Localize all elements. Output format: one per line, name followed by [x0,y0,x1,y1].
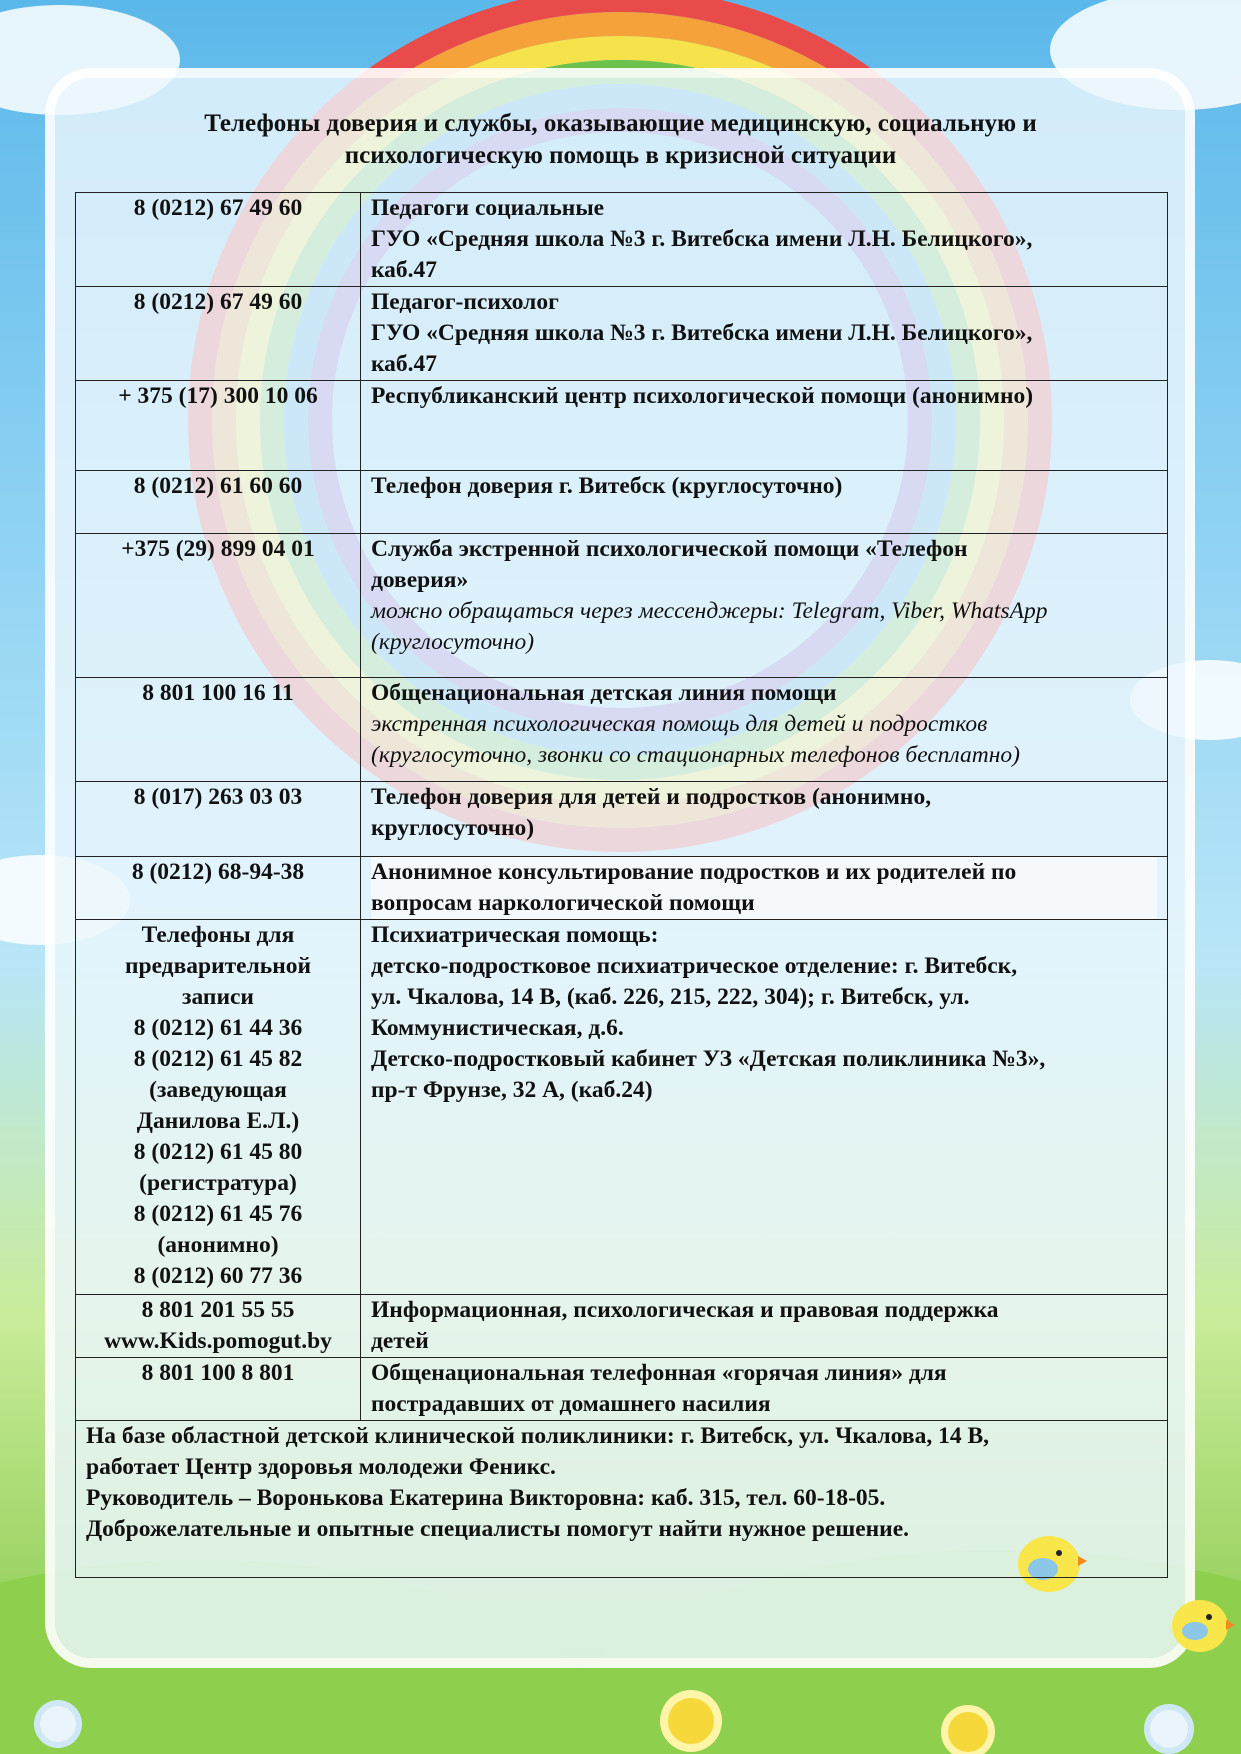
phone-number: 8 (0212) 67 49 60 [76,193,361,287]
service-description: Республиканский центр психологической помощи (анонимно) [361,381,1168,471]
title-line-2: психологическую помощь в кризисной ситуации [344,142,897,169]
phone-number: + 375 (17) 300 10 06 [76,381,361,471]
table-row [76,857,1168,920]
service-description: Педагог-психолог ГУО «Средняя школа №3 г. Витебска имени Л.Н. Белицкого», каб.47 [361,287,1168,381]
phone-number: +375 (29) 899 04 01 [76,534,361,678]
table-row [76,920,1168,1295]
table-row [76,471,1168,534]
service-description: Анонимное консультирование подростков и их родителей по вопросам наркологической помощи [361,857,1168,920]
phone-number: 8 (0212) 67 49 60 [76,287,361,381]
service-description: Общенациональная телефонная «горячая линия» для пострадавших от домашнего насилия [361,1358,1168,1421]
service-description: Телефон доверия для детей и подростков (анонимно, круглосуточно) [361,782,1168,857]
flower-icon [40,1706,76,1742]
service-description: Педагоги социальные ГУО «Средняя школа №3 г. Витебска имени Л.Н. Белицкого», каб.47 [361,193,1168,287]
table-row [76,782,1168,857]
phone-number: 8 (0212) 68-94-38 [76,857,361,920]
table-row [76,193,1168,287]
page-title [75,108,1166,172]
service-description: Психиатрическая помощь: детско-подростковое психиатрическое отделение: г. Витебск, ул. Чкалова, 14 В, (каб. 226, 215, 222, 304); г. Витебск, ул. Коммунистическая, д.6. Детско-подростковый кабинет УЗ «Детская поликлиника №3», пр-т Фрунзе, 32 А, (каб.24) [361,920,1168,1295]
phone-number: 8 (017) 263 03 03 [76,782,361,857]
footer-row [76,1421,1168,1578]
footer-note: На базе областной детской клинической поликлиники: г. Витебск, ул. Чкалова, 14 В, работает Центр здоровья молодежи Феникс. Руководитель – Воронькова Екатерина Викторовна: каб. 315, тел. 60-18-05. Доброжелательные и опытные специалисты помогут найти нужное решение. [76,1421,1168,1578]
helplines-table [75,192,1168,1578]
table-row [76,1295,1168,1358]
phone-and-website: 8 801 201 55 55 www.Kids.pomogut.by [76,1295,361,1358]
phone-number-list: Телефоны для предварительной записи 8 (0212) 61 44 36 8 (0212) 61 45 82 (заведующая Данилова Е.Л.) 8 (0212) 61 45 80 (регистратура) 8 (0212) 61 45 76 (анонимно) 8 (0212) 60 77 36 [76,920,361,1295]
chick-illustration [1166,1588,1236,1658]
flower-icon [1150,1710,1188,1748]
flower-icon [948,1712,988,1752]
website-link[interactable]: www.Kids.pomogut.by [104,1328,332,1354]
table-row [76,534,1168,678]
service-description: Информационная, психологическая и правовая поддержка детей [361,1295,1168,1358]
phone-number: 8 (0212) 61 60 60 [76,471,361,534]
phone-number: 8 801 100 8 801 [76,1358,361,1421]
flower-icon [668,1698,714,1744]
title-line-1: Телефоны доверия и службы, оказывающие медицинскую, социальную и [204,110,1037,137]
phone-number: 8 801 100 16 11 [76,678,361,782]
table-row [76,287,1168,381]
service-description: Телефон доверия г. Витебск (круглосуточно) [361,471,1168,534]
table-row [76,1358,1168,1421]
table-row [76,678,1168,782]
service-description: Общенациональная детская линия помощи экстренная психологическая помощь для детей и подростков (круглосуточно, звонки со стационарных телефонов бесплатно) [361,678,1168,782]
table-row [76,381,1168,471]
service-description: Служба экстренной психологической помощи «Телефон доверия» можно обращаться через мессенджеры: Telegram, Viber, WhatsApp (круглосуточно) [361,534,1168,678]
